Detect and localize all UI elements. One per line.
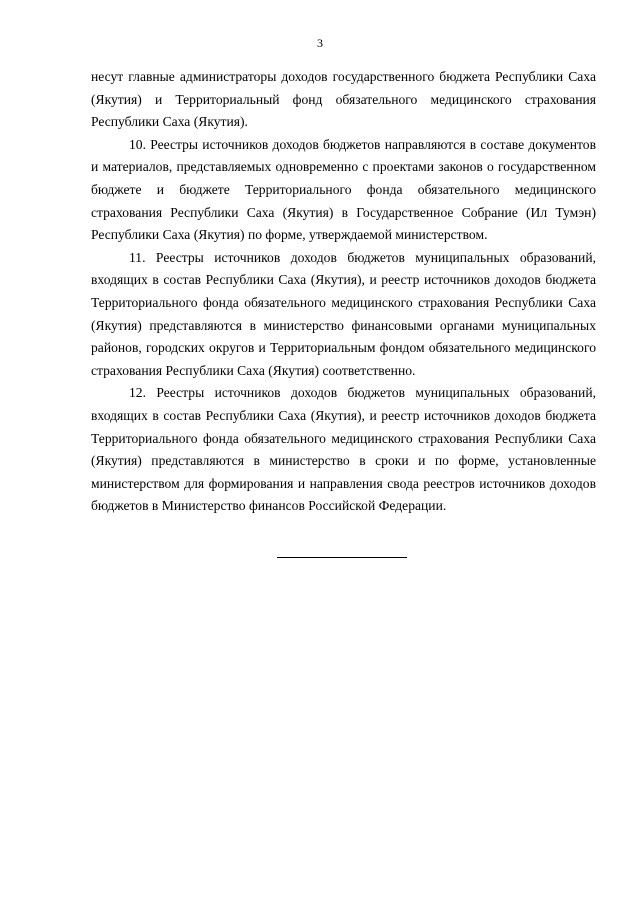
paragraph-continuation: несут главные администраторы доходов государственного бюджета Республики Саха (Якутия) и Территориальный фонд обязательного медицинского страхования Республики Саха (Якутия). bbox=[91, 69, 596, 130]
document-body bbox=[91, 66, 596, 518]
page-number: 3 bbox=[317, 36, 323, 50]
paragraph-item-12: 12. Реестры источников доходов бюджетов муниципальных образований, входящих в состав Республики Саха (Якутия), и реестр источников доходов бюджета Территориального фонда обязательного медицинского страхования Республики Саха (Якутия) представляются в министерство в сроки и по форме, установленные министерством для формирования и направления свода реестров источников доходов бюджетов в Министерство финансов Российской Федерации. bbox=[91, 385, 596, 514]
end-of-document-rule bbox=[277, 557, 407, 558]
paragraph-item-11: 11. Реестры источников доходов бюджетов муниципальных образований, входящих в состав Республики Саха (Якутия), и реестр источников доходов бюджета Территориального фонда обязательного медицинского страхования Республики Саха (Якутия) представляются в министерство финансовыми органами муниципальных районов, городских округов и Территориальным фондом обязательного медицинского страхования Республики Саха (Якутия) соответственно. bbox=[91, 249, 596, 378]
paragraph-item-10: 10. Реестры источников доходов бюджетов направляются в составе документов и материалов, представляемых одновременно с проектами законов о государственном бюджете и бюджете Территориального фонда обязательного медицинского страхования Республики Саха (Якутия) в Государственное Собрание (Ил Тумэн) Республики Саха (Якутия) по форме, утверждаемой министерством. bbox=[91, 136, 596, 243]
